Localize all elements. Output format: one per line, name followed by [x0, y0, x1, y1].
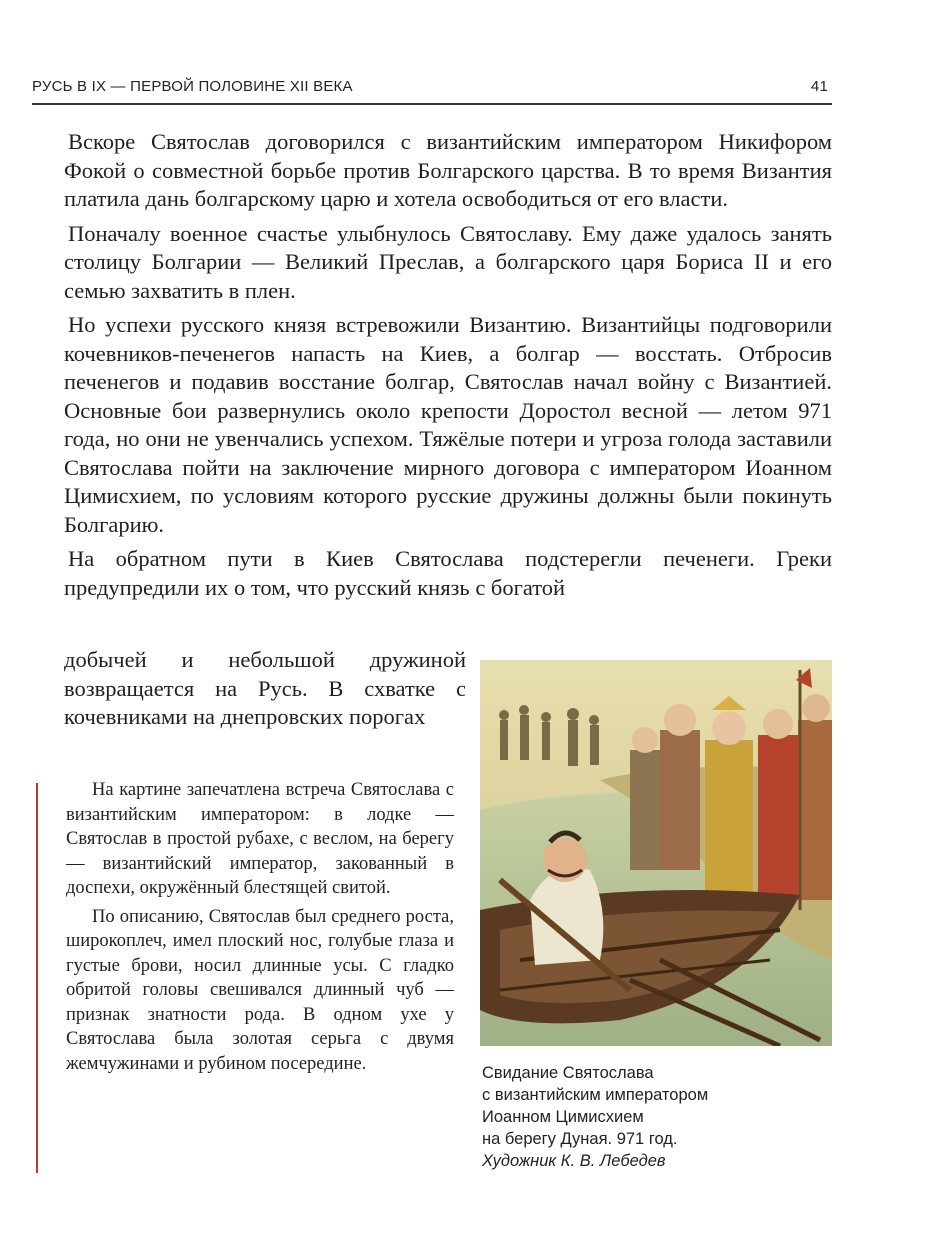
painting-svg — [480, 660, 832, 1046]
main-text — [64, 128, 832, 608]
paragraph-3: Но успехи русского князя встревожили Византию. Византийцы подговорили кочевников-печенегов напасть на Киев, а болгар — восстать. Отбросив печенегов и подавив восстание болгар, Святослав начал войну с Византией. Основные бои развернулись около крепости Доростол весной — летом 971 года, но они не увенчались успехом. Тяжёлые потери и угроза голода заставили Святослава пойти на заключение мирного договора с императором Иоанном Цимисхием, по условиям которого русские дружины должны были покинуть Болгарию. — [64, 312, 832, 537]
figure-caption — [482, 1062, 832, 1172]
running-head — [32, 78, 832, 95]
sidebar-accent-rule — [36, 783, 38, 1173]
caption-line-1: Свидание Святослава — [482, 1064, 654, 1082]
header-rule — [32, 103, 832, 105]
caption-line-3: Иоанном Цимисхием — [482, 1108, 644, 1126]
sidebar-paragraph-2: По описанию, Святослав был среднего роста, широкоплеч, имел плоский нос, голубые глаза и густые брови, носил длинные усы. С гладко обритой головы свешивался длинный чуб — признак знатности рода. В одном ухе у Святослава была золотая серьга с двумя жемчужинами и рубином посередине. — [66, 906, 454, 1074]
caption-line-4: на берегу Дуная. 971 год. — [482, 1130, 678, 1148]
chapter-title: РУСЬ В IX — ПЕРВОЙ ПОЛОВИНЕ XII ВЕКА — [32, 78, 353, 95]
page-number: 41 — [810, 78, 828, 95]
paragraph-1: Вскоре Святослав договорился с византийским императором Никифором Фокой о совместной борьбе против Болгарского царства. В то время Византия платила дань болгарскому царю и хотела освободиться от его власти. — [64, 129, 832, 211]
painting-illustration — [480, 660, 832, 1046]
paragraph-4-continuation: добычей и небольшой дружиной возвращается на Русь. В схватке с кочевниками на днепровских порогах — [64, 647, 466, 729]
paragraph-4: На обратном пути в Киев Святослава подстерегли печенеги. Греки предупредили их о том, что русский князь с богатой — [64, 546, 832, 600]
sidebar-paragraph-1: На картине запечатлена встреча Святослава с византийским императором: в лодке — Святослав в простой рубахе, с веслом, на берегу — византийский император, закованный в доспехи, окружённый блестящей свитой. — [66, 780, 454, 898]
caption-artist: Художник К. В. Лебедев — [482, 1152, 666, 1170]
paragraph-2: Поначалу военное счастье улыбнулось Святославу. Ему даже удалось занять столицу Болгарии — Великий Преслав, а болгарского царя Бориса II и его семью захватить в плен. — [64, 220, 832, 303]
sidebar-note — [66, 778, 454, 1080]
caption-line-2: с византийским императором — [482, 1086, 709, 1104]
